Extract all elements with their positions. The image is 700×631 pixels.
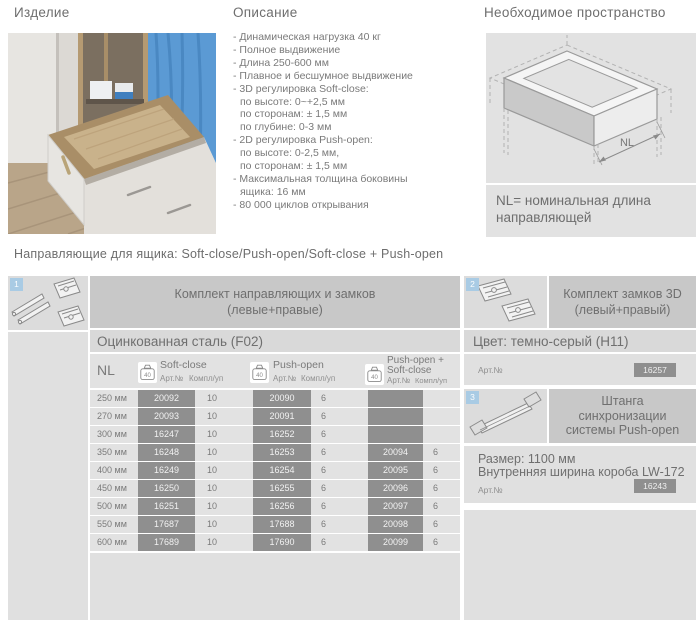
pack-qty-cell: 10 <box>207 465 218 475</box>
pack-qty-cell: 6 <box>433 537 439 547</box>
pack-qty-cell: 6 <box>321 465 327 475</box>
kit2-illustration-panel <box>464 276 547 328</box>
nl-cell: 500 мм <box>97 501 127 511</box>
article-badge: 16250 <box>138 480 195 497</box>
pack-qty-cell: 6 <box>321 429 327 439</box>
pack-qty-cell: 10 <box>207 429 218 439</box>
nl-cell: 600 мм <box>97 537 127 547</box>
article-badge: 20096 <box>368 480 423 497</box>
pack-qty-cell: 6 <box>433 519 439 529</box>
page-heading: Направляющие для ящика: Soft-close/Push-open/Soft-close + Push-open <box>14 247 444 261</box>
table-row <box>90 462 460 479</box>
kit2-article-row <box>464 354 696 385</box>
pack-qty-cell: 6 <box>321 447 327 457</box>
kit3-title-line1: Штанга <box>601 394 644 409</box>
nl-column-header: NL <box>97 362 115 378</box>
combo-group-label: Push-open + Soft-close <box>387 355 444 376</box>
nl-cell: 300 мм <box>97 429 127 439</box>
table-row <box>90 408 460 425</box>
pack-qty-cell: 6 <box>433 465 439 475</box>
product-photo <box>8 33 216 234</box>
table-row <box>90 516 460 533</box>
article-badge: 16249 <box>138 462 195 479</box>
article-badge: 20090 <box>253 390 311 407</box>
clearance-panel <box>486 33 696 237</box>
art-column-header: Арт.№ <box>160 374 184 383</box>
table-row <box>90 498 460 515</box>
description-section-label: Описание <box>233 5 298 20</box>
article-badge: 20095 <box>368 462 423 479</box>
article-badge: 20091 <box>253 408 311 425</box>
pack-qty-cell: 6 <box>321 411 327 421</box>
description-item: по глубине: 0-3 мм <box>240 121 332 134</box>
load-capacity-icon <box>365 364 384 385</box>
article-badge: 16251 <box>138 498 195 515</box>
kit2-article-number: 16257 <box>634 363 676 377</box>
pack-qty-cell <box>423 426 460 443</box>
pack-qty-cell: 6 <box>321 483 327 493</box>
article-badge <box>368 390 423 407</box>
description-item: - Плавное и бесшумное выдвижение <box>233 69 413 82</box>
article-badge: 17690 <box>253 534 311 551</box>
kit1-illustration-panel <box>8 276 88 330</box>
table-row <box>90 480 460 497</box>
article-badge: 20098 <box>368 516 423 533</box>
nl-cell: 350 мм <box>97 447 127 457</box>
kit3-number-badge: 3 <box>466 391 479 404</box>
article-badge: 20097 <box>368 498 423 515</box>
article-badge: 17689 <box>138 534 195 551</box>
kit2-color-note: Цвет: темно-серый (H11) <box>464 330 696 352</box>
space-section-label: Необходимое пространство <box>484 5 666 20</box>
article-badge: 16256 <box>253 498 311 515</box>
center-filler-panel <box>90 553 460 620</box>
slides-table-rows <box>90 390 460 552</box>
article-badge: 16254 <box>253 462 311 479</box>
svg-text:40: 40 <box>144 372 151 379</box>
description-item: - 3D регулировка Soft-close: <box>233 82 369 95</box>
article-badge: 17687 <box>138 516 195 533</box>
description-item: по сторонам: ± 1,5 мм <box>240 160 348 173</box>
softclose-group-label: Soft-close <box>160 359 207 371</box>
pack-qty-cell: 10 <box>207 411 218 421</box>
kit3-width-note: Внутренняя ширина короба LW-172 <box>478 465 685 479</box>
table-row <box>90 444 460 461</box>
description-item: по высоте: 0~+2,5 мм <box>240 95 345 108</box>
kit2-title <box>549 276 696 328</box>
pack-qty-cell <box>423 390 460 407</box>
description-item: - Максимальная толщина боковины <box>233 172 408 185</box>
pushopen-group-label: Push-open <box>273 359 324 371</box>
kit1-title-line1: Комплект направляющих и замков <box>174 287 376 301</box>
article-badge <box>368 408 423 425</box>
kit1-number-badge: 1 <box>10 278 23 291</box>
pack-qty-cell: 10 <box>207 519 218 529</box>
svg-text:40: 40 <box>371 374 378 381</box>
pack-qty-cell: 6 <box>321 519 327 529</box>
description-item: по высоте: 0-2,5 мм, <box>240 147 340 160</box>
kit3-title-line3: системы Push-open <box>565 423 680 438</box>
description-item: - Динамическая нагрузка 40 кг <box>233 31 381 43</box>
pack-qty-cell <box>423 408 460 425</box>
article-badge: 16252 <box>253 426 311 443</box>
kit3-article-number: 16243 <box>634 479 676 493</box>
kit3-size-note: Размер: 1100 мм <box>478 452 576 466</box>
description-item: - Полное выдвижение <box>233 43 341 56</box>
left-filler-panel <box>8 332 88 620</box>
pack-qty-cell: 6 <box>433 501 439 511</box>
nl-cell: 450 мм <box>97 483 127 493</box>
clearance-diagram <box>486 33 696 183</box>
table-row <box>90 426 460 443</box>
pack-qty-cell: 6 <box>321 393 327 403</box>
pack-column-header: Компл/уп <box>189 374 224 383</box>
clearance-caption: NL= номинальная длина направляющей <box>486 183 696 226</box>
pack-qty-cell: 6 <box>321 537 327 547</box>
description-list <box>233 31 481 212</box>
right-filler-panel <box>464 510 696 620</box>
kit2-title-line1: Комплект замков 3D <box>563 287 682 301</box>
svg-text:40: 40 <box>256 372 263 379</box>
article-badge: 20099 <box>368 534 423 551</box>
pack-qty-cell: 10 <box>207 501 218 511</box>
description-item: - 80 000 циклов открывания <box>233 198 369 211</box>
load-capacity-icon <box>138 362 157 383</box>
pack-qty-cell: 6 <box>433 483 439 493</box>
clearance-drawing-icon <box>486 33 696 183</box>
description-item: - Длина 250-600 мм <box>233 56 329 69</box>
kit1-title-line2: (левые+правые) <box>227 303 323 317</box>
nl-cell: 250 мм <box>97 393 127 403</box>
pack-column-header: Компл/уп <box>415 376 448 385</box>
kit3-art-label: Арт.№ <box>478 485 503 495</box>
pack-qty-cell: 10 <box>207 537 218 547</box>
article-badge: 20093 <box>138 408 195 425</box>
article-badge: 16247 <box>138 426 195 443</box>
pack-column-header: Компл/уп <box>301 374 336 383</box>
pack-qty-cell: 10 <box>207 447 218 457</box>
kit2-title-line2: (левый+правый) <box>574 303 671 317</box>
kit3-title-line2: синхронизации <box>578 408 667 423</box>
kit2-number-badge: 2 <box>466 278 479 291</box>
article-badge: 20092 <box>138 390 195 407</box>
table-row <box>90 390 460 407</box>
art-column-header: Арт.№ <box>387 376 411 385</box>
kit1-material: Оцинкованная сталь (F02) <box>90 330 460 352</box>
table-column-header <box>90 354 460 388</box>
pack-qty-cell: 6 <box>433 447 439 457</box>
product-section-label: Изделие <box>14 5 70 20</box>
article-badge: 16253 <box>253 444 311 461</box>
article-badge: 16248 <box>138 444 195 461</box>
nl-cell: 400 мм <box>97 465 127 475</box>
kit3-title <box>549 389 696 443</box>
description-item: - 2D регулировка Push-open: <box>233 134 373 147</box>
article-badge <box>368 426 423 443</box>
kit2-art-label: Арт.№ <box>478 365 503 375</box>
article-badge: 17688 <box>253 516 311 533</box>
pack-qty-cell: 10 <box>207 393 218 403</box>
description-item: ящика: 16 мм <box>240 185 306 198</box>
kit3-illustration-panel <box>464 389 547 443</box>
table-row <box>90 534 460 551</box>
article-badge: 16255 <box>253 480 311 497</box>
kit3-info-panel <box>464 446 696 503</box>
art-column-header: Арт.№ <box>273 374 297 383</box>
kit1-title <box>90 276 460 328</box>
drawer-photo-illustration <box>8 33 216 234</box>
article-badge: 20094 <box>368 444 423 461</box>
nl-cell: 550 мм <box>97 519 127 529</box>
load-capacity-icon <box>250 362 269 383</box>
nl-cell: 270 мм <box>97 411 127 421</box>
pack-qty-cell: 10 <box>207 483 218 493</box>
description-item: по сторонам: ± 1,5 мм <box>240 108 348 121</box>
pack-qty-cell: 6 <box>321 501 327 511</box>
nl-dimension-label: NL <box>619 137 635 149</box>
